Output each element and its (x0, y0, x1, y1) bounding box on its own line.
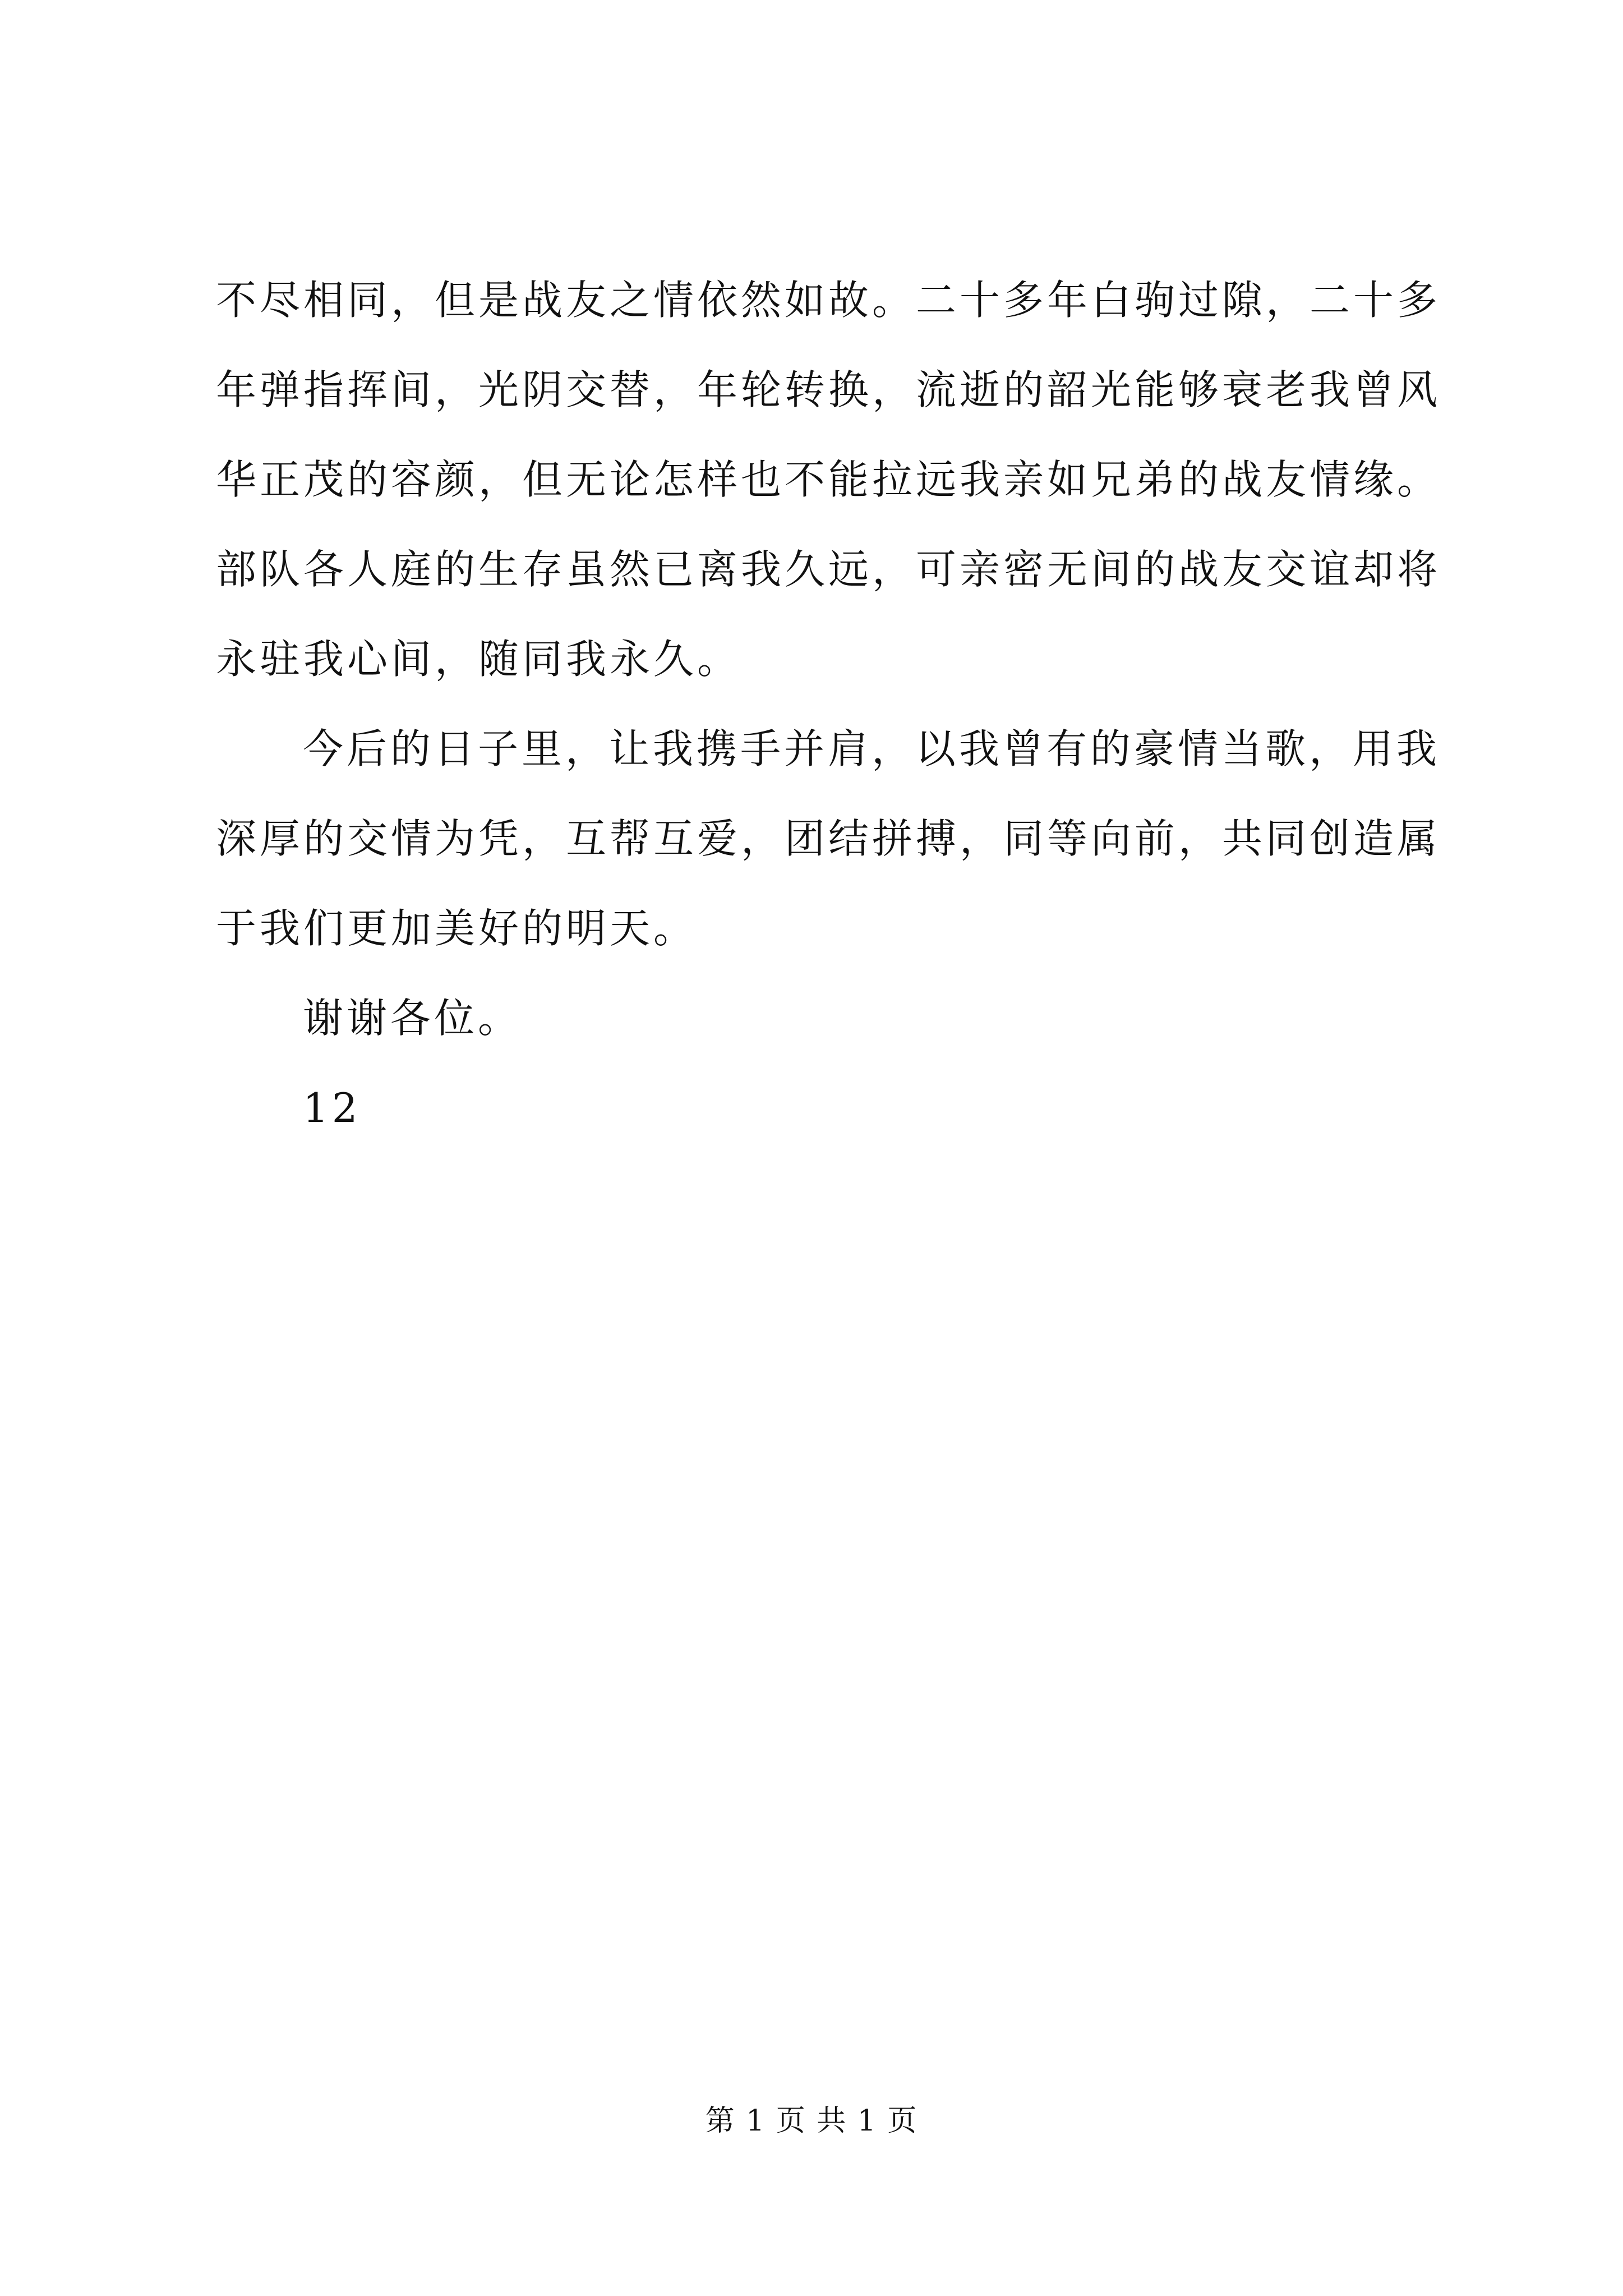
text-line: 谢谢各位。 (303, 995, 522, 1042)
document-body (216, 255, 1450, 1153)
page-footer (0, 2097, 1623, 2139)
text-line: 今后的日子里，让我携手并肩，以我曾有的豪情当歌，用我 (303, 725, 1441, 772)
text-line: 12 (303, 1084, 361, 1131)
text-line: 永驻我心间，随同我永久。 (216, 636, 741, 683)
text-line: 深厚的交情为凭，互帮互爱，团结拼搏，同等向前，共同创造属 (216, 815, 1441, 862)
text-line: 部队各人庭的生存虽然已离我久远，可亲密无间的战友交谊却将 (216, 546, 1441, 593)
text-line: 华正茂的容颜，但无论怎样也不能拉远我亲如兄弟的战友情缘。 (216, 456, 1441, 503)
text-line: 于我们更加美好的明天。 (216, 905, 698, 952)
text-line: 年弹指挥间，光阴交替，年轮转换，流逝的韶光能够衰老我曾风 (216, 366, 1441, 413)
text-line: 不尽相同，但是战友之情依然如故。二十多年白驹过隙，二十多 (216, 277, 1441, 324)
page-number-label: 第 1 页 共 1 页 (705, 2104, 918, 2138)
